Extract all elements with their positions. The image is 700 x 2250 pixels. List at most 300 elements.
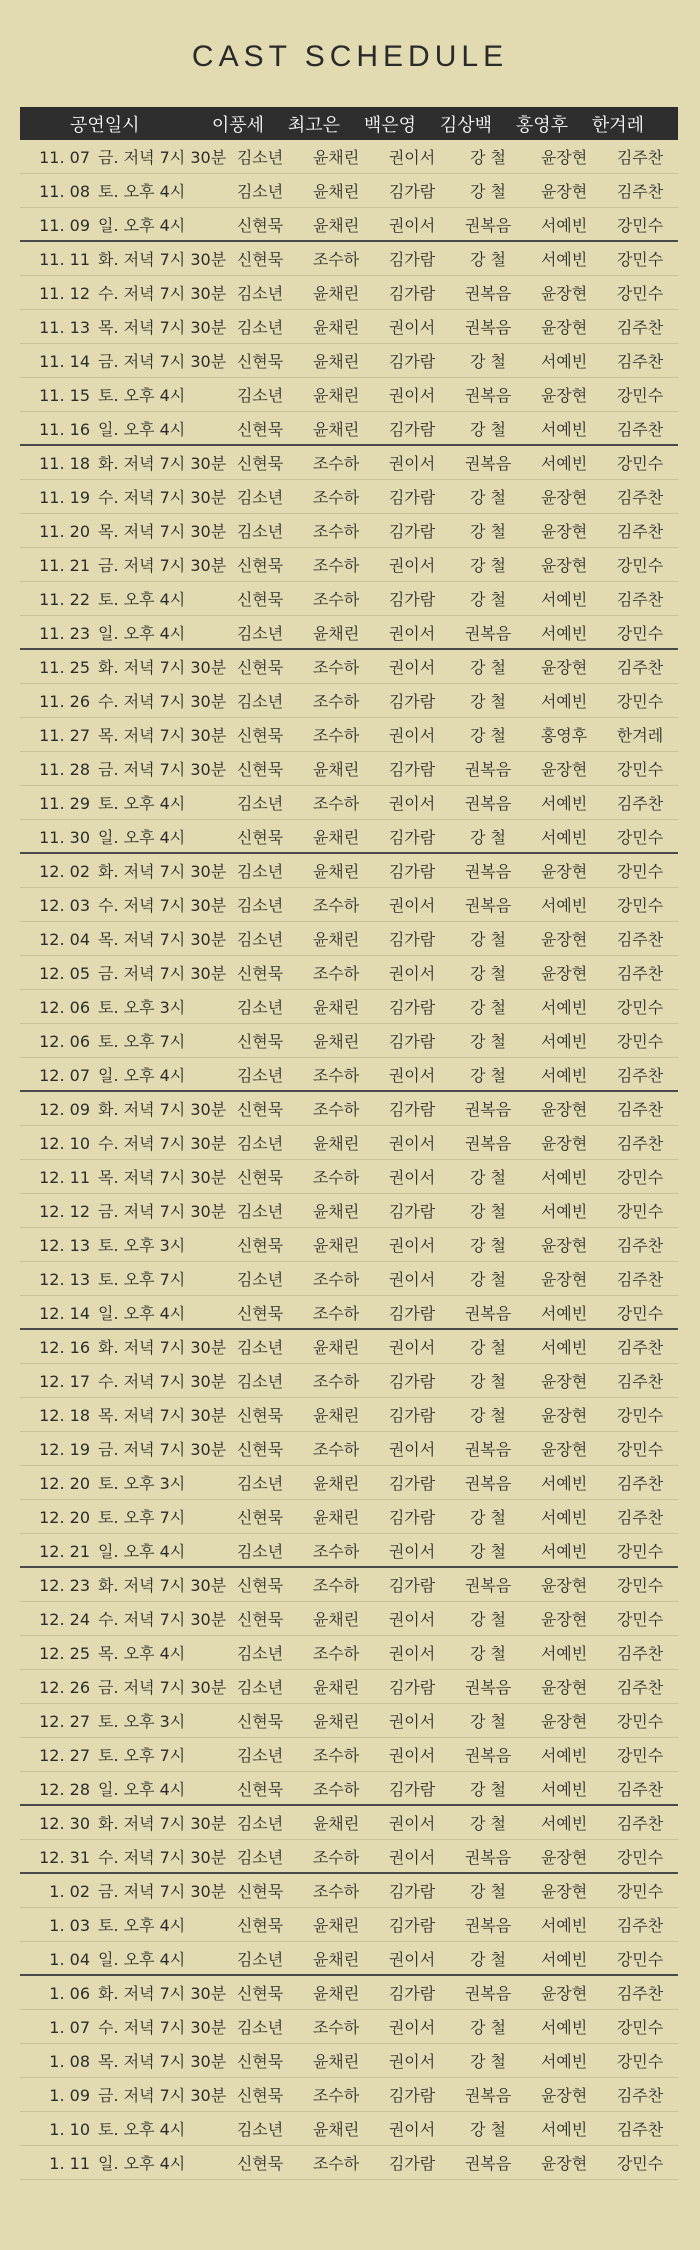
table-row: [20, 650, 678, 684]
row-datetime: [20, 1743, 222, 1766]
row-date: 11. 18: [39, 454, 90, 473]
row-date: 12. 12: [39, 1202, 90, 1221]
row-time: 일. 오후 4시: [98, 1949, 186, 1969]
row-time: 토. 오후 7시: [98, 1270, 186, 1289]
cast-cell: 강민수: [616, 1406, 664, 1425]
cast-cell: 강민수: [616, 623, 664, 643]
row-date: 12. 11: [39, 1168, 90, 1187]
header-col-4: 김상백: [439, 114, 493, 136]
row-time: 금. 저녁 7시 30분: [98, 556, 227, 575]
cast-cell: 김소년: [236, 1949, 284, 1969]
table-row: [20, 1466, 678, 1500]
cast-cell: 김가람: [388, 2086, 436, 2105]
table-row: [20, 1364, 678, 1398]
table-row: [20, 1976, 678, 2010]
row-time: 목. 저녁 7시 30분: [98, 522, 227, 541]
cast-cell: 윤채린: [312, 1474, 360, 1493]
cast-cell: 윤채린: [312, 284, 360, 303]
cast-cell: 조수하: [312, 1779, 360, 1799]
cast-cell: 권이서: [388, 1270, 436, 1289]
cast-cell: 김가람: [388, 760, 436, 779]
row-time: 목. 오후 4시: [98, 1644, 186, 1663]
row-date: 12. 25: [39, 1644, 90, 1663]
row-date: 11. 09: [39, 215, 90, 235]
cast-cell: 윤채린: [312, 1508, 360, 1527]
cast-cell: 신현묵: [236, 1508, 284, 1527]
cast-cell: 권이서: [388, 556, 436, 575]
cast-cell: 윤채린: [312, 1610, 360, 1629]
row-datetime: [20, 1471, 222, 1494]
table-row: [20, 1568, 678, 1602]
row-date: 12. 10: [39, 1134, 90, 1153]
cast-cell: 김소년: [236, 522, 284, 541]
row-date: 11. 21: [39, 556, 90, 575]
cast-cell: 윤채린: [312, 2120, 360, 2139]
table-row: [20, 310, 678, 344]
table-row: [20, 1024, 678, 1058]
cast-cell: 강민수: [616, 556, 664, 575]
cast-cell: 김소년: [236, 182, 284, 201]
row-time: 금. 저녁 7시 30분: [98, 1202, 227, 1221]
row-datetime: [20, 587, 222, 610]
cast-cell: 서예빈: [540, 1644, 588, 1663]
cast-cell: 서예빈: [540, 1541, 588, 1561]
row-date: 11. 28: [39, 760, 90, 779]
table-row: [20, 1840, 678, 1874]
cast-cell: 서예빈: [540, 827, 588, 847]
cast-cell: 조수하: [312, 1270, 360, 1289]
cast-cell: 김소년: [236, 896, 284, 915]
cast-cell: 권이서: [388, 1746, 436, 1765]
cast-cell: 김소년: [236, 794, 284, 813]
cast-cell: 권복음: [464, 1916, 512, 1935]
cast-cell: 김주찬: [616, 488, 664, 507]
table-row: [20, 582, 678, 616]
cast-cell: 김가람: [388, 419, 436, 439]
table-row: [20, 684, 678, 718]
cast-cell: 권복음: [464, 1746, 512, 1765]
row-date: 11. 11: [39, 250, 90, 269]
cast-cell: 윤채린: [312, 182, 360, 201]
row-date: 1. 07: [49, 2018, 90, 2037]
cast-cell: 김소년: [236, 1746, 284, 1765]
row-date: 12. 23: [39, 1576, 90, 1595]
table-row: [20, 2078, 678, 2112]
table-row: [20, 1602, 678, 1636]
row-datetime: [20, 213, 222, 236]
cast-cell: 윤채린: [312, 827, 360, 847]
cast-cell: 권이서: [388, 2120, 436, 2139]
row-time: 일. 오후 4시: [98, 623, 186, 643]
cast-cell: 조수하: [312, 2154, 360, 2173]
cast-cell: 서예빈: [540, 1032, 588, 1051]
row-date: 11. 25: [39, 658, 90, 677]
cast-cell: 김가람: [388, 1678, 436, 1697]
cast-cell: 강 철: [470, 148, 506, 167]
cast-cell: 조수하: [312, 1303, 360, 1323]
table-row: [20, 1126, 678, 1160]
row-datetime: [20, 655, 227, 678]
cast-cell: 권이서: [388, 215, 436, 235]
row-datetime: [20, 145, 227, 168]
row-time: 수. 저녁 7시 30분: [98, 1847, 227, 1867]
row-date: 12. 09: [39, 1100, 90, 1119]
row-datetime: [20, 1233, 222, 1256]
row-time: 목. 저녁 7시 30분: [98, 1406, 227, 1425]
cast-cell: 윤장현: [540, 556, 588, 575]
row-date: 12. 18: [39, 1406, 90, 1425]
cast-cell: 김가람: [388, 1882, 436, 1901]
cast-cell: 신현묵: [236, 2154, 284, 2173]
cast-cell: 윤장현: [540, 1882, 588, 1901]
cast-cell: 강민수: [616, 2154, 664, 2173]
row-date: 12. 24: [39, 1610, 90, 1629]
cast-cell: 윤채린: [312, 1984, 360, 2003]
cast-cell: 김주찬: [616, 352, 664, 371]
cast-cell: 강민수: [616, 2052, 664, 2071]
row-time: 목. 저녁 7시 30분: [98, 930, 227, 949]
cast-cell: 권복음: [464, 284, 512, 303]
cast-cell: 김가람: [388, 284, 436, 303]
cast-cell: 김소년: [236, 1814, 284, 1833]
row-datetime: [20, 1811, 227, 1834]
row-time: 일. 오후 4시: [98, 1541, 186, 1561]
cast-cell: 권이서: [388, 2052, 436, 2071]
row-datetime: [20, 1675, 227, 1698]
cast-cell: 윤채린: [312, 1202, 360, 1221]
cast-cell: 김주찬: [616, 522, 664, 541]
row-datetime: [20, 1369, 227, 1392]
cast-cell: 김주찬: [616, 794, 664, 813]
cast-cell: 권복음: [464, 386, 512, 405]
cast-cell: 서예빈: [540, 623, 588, 643]
cast-cell: 김가람: [388, 1474, 436, 1493]
cast-cell: 서예빈: [540, 1779, 588, 1799]
cast-cell: 윤장현: [540, 1236, 588, 1255]
row-time: 목. 저녁 7시 30분: [98, 2052, 227, 2071]
row-time: 토. 오후 4시: [98, 2120, 186, 2139]
cast-cell: 강민수: [616, 1882, 664, 1901]
cast-cell: 조수하: [312, 556, 360, 575]
cast-cell: 서예빈: [540, 1746, 588, 1765]
row-time: 금. 저녁 7시 30분: [98, 1678, 227, 1697]
cast-cell: 김소년: [236, 1065, 284, 1085]
table-row: [20, 1874, 678, 1908]
row-date: 12. 06: [39, 998, 90, 1017]
row-time: 화. 저녁 7시 30분: [98, 862, 227, 881]
cast-cell: 윤장현: [540, 1372, 588, 1391]
cast-cell: 조수하: [312, 1100, 360, 1119]
cast-cell: 권복음: [464, 1100, 512, 1119]
row-time: 일. 오후 4시: [98, 215, 186, 235]
row-datetime: [20, 247, 227, 270]
cast-cell: 윤채린: [312, 419, 360, 439]
row-date: 11. 13: [39, 318, 90, 337]
row-datetime: [20, 281, 227, 304]
cast-cell: 조수하: [312, 250, 360, 269]
cast-cell: 김주찬: [616, 1814, 664, 1833]
cast-cell: 윤장현: [540, 1270, 588, 1289]
cast-cell: 신현묵: [236, 827, 284, 847]
cast-cell: 윤장현: [540, 1984, 588, 2003]
cast-cell: 권이서: [388, 1440, 436, 1459]
cast-cell: 김가람: [388, 998, 436, 1017]
cast-cell: 권이서: [388, 1712, 436, 1731]
row-date: 12. 02: [39, 862, 90, 881]
cast-cell: 김가람: [388, 1202, 436, 1221]
table-row: [20, 2112, 678, 2146]
cast-cell: 강민수: [616, 284, 664, 303]
cast-cell: 권이서: [388, 726, 436, 745]
cast-cell: 강민수: [616, 1610, 664, 1629]
row-datetime: [20, 2151, 222, 2174]
row-time: 목. 저녁 7시 30분: [98, 318, 227, 337]
cast-cell: 조수하: [312, 1065, 360, 1085]
row-time: 일. 오후 4시: [98, 2154, 186, 2173]
cast-cell: 강 철: [470, 1814, 506, 1833]
row-date: 11. 08: [39, 182, 90, 201]
cast-cell: 신현묵: [236, 250, 284, 269]
table-row: [20, 854, 678, 888]
row-datetime: [20, 1403, 227, 1426]
row-time: 수. 저녁 7시 30분: [98, 1134, 227, 1153]
cast-cell: 강 철: [470, 930, 506, 949]
cast-cell: 권이서: [388, 1541, 436, 1561]
cast-cell: 신현묵: [236, 2052, 284, 2071]
header-date: 공연일시: [70, 114, 140, 136]
row-date: 12. 17: [39, 1372, 90, 1391]
row-datetime: [20, 349, 227, 372]
cast-cell: 윤장현: [540, 964, 588, 983]
cast-cell: 신현묵: [236, 658, 284, 677]
table-row: [20, 616, 678, 650]
cast-cell: 강 철: [470, 1168, 506, 1187]
cast-cell: 강민수: [616, 1847, 664, 1867]
cast-cell: 윤채린: [312, 1814, 360, 1833]
cast-cell: 서예빈: [540, 1338, 588, 1357]
cast-cell: 신현묵: [236, 1440, 284, 1459]
row-datetime: [20, 621, 222, 644]
row-date: 12. 20: [39, 1508, 90, 1527]
row-date: 12. 16: [39, 1338, 90, 1357]
cast-cell: 김주찬: [616, 1236, 664, 1255]
row-date: 11. 26: [39, 692, 90, 711]
cast-cell: 조수하: [312, 1440, 360, 1459]
cast-cell: 신현묵: [236, 1236, 284, 1255]
row-datetime: [20, 723, 227, 746]
cast-cell: 김가람: [388, 488, 436, 507]
row-date: 12. 06: [39, 1032, 90, 1051]
table-row: [20, 956, 678, 990]
row-time: 수. 저녁 7시 30분: [98, 284, 227, 303]
cast-cell: 강민수: [616, 1949, 664, 1969]
cast-cell: 김주찬: [616, 658, 664, 677]
cast-cell: 강민수: [616, 1576, 664, 1595]
cast-cell: 강 철: [470, 352, 506, 371]
cast-cell: 조수하: [312, 1168, 360, 1187]
row-date: 12. 14: [39, 1303, 90, 1323]
row-datetime: [20, 1131, 227, 1154]
cast-cell: 윤장현: [540, 1406, 588, 1425]
cast-cell: 윤장현: [540, 2086, 588, 2105]
cast-cell: 신현묵: [236, 760, 284, 779]
cast-cell: 강민수: [616, 692, 664, 711]
row-date: 11. 29: [39, 794, 90, 813]
cast-cell: 조수하: [312, 1644, 360, 1663]
cast-cell: 권복음: [464, 1678, 512, 1697]
cast-cell: 윤장현: [540, 1100, 588, 1119]
cast-cell: 김소년: [236, 318, 284, 337]
table-header: [20, 107, 678, 140]
row-time: 금. 저녁 7시 30분: [98, 148, 227, 167]
cast-cell: 강민수: [616, 1712, 664, 1731]
row-date: 11. 22: [39, 590, 90, 609]
cast-cell: 강민수: [616, 896, 664, 915]
row-datetime: [20, 961, 227, 984]
cast-cell: 강 철: [470, 1508, 506, 1527]
cast-cell: 권복음: [464, 794, 512, 813]
row-date: 12. 27: [39, 1712, 90, 1731]
cast-cell: 강 철: [470, 998, 506, 1017]
cast-cell: 강 철: [470, 590, 506, 609]
cast-cell: 서예빈: [540, 454, 588, 473]
schedule-table: [20, 107, 678, 2180]
cast-cell: 권이서: [388, 1610, 436, 1629]
cast-cell: 강 철: [470, 1236, 506, 1255]
row-time: 수. 저녁 7시 30분: [98, 1372, 227, 1391]
row-datetime: [20, 485, 227, 508]
row-date: 12. 31: [39, 1847, 90, 1867]
table-row: [20, 1636, 678, 1670]
cast-cell: 권복음: [464, 2154, 512, 2173]
cast-cell: 김가람: [388, 1984, 436, 2003]
cast-cell: 권복음: [464, 2086, 512, 2105]
cast-cell: 윤채린: [312, 148, 360, 167]
cast-cell: 서예빈: [540, 2052, 588, 2071]
row-date: 12. 28: [39, 1779, 90, 1799]
cast-cell: 강민수: [616, 215, 664, 235]
cast-cell: 서예빈: [540, 896, 588, 915]
row-date: 1. 02: [49, 1882, 90, 1901]
cast-cell: 김가람: [388, 2154, 436, 2173]
cast-cell: 조수하: [312, 2018, 360, 2037]
cast-cell: 윤채린: [312, 862, 360, 881]
cast-cell: 강 철: [470, 1372, 506, 1391]
cast-cell: 윤채린: [312, 1949, 360, 1969]
row-time: 일. 오후 4시: [98, 1065, 186, 1085]
table-row: [20, 1194, 678, 1228]
row-date: 1. 03: [49, 1916, 90, 1935]
cast-cell: 윤채린: [312, 1916, 360, 1935]
cast-cell: 윤장현: [540, 182, 588, 201]
row-time: 수. 저녁 7시 30분: [98, 692, 227, 711]
cast-cell: 조수하: [312, 590, 360, 609]
row-date: 11. 07: [39, 148, 90, 167]
row-datetime: [20, 1199, 227, 1222]
row-datetime: [20, 825, 222, 848]
table-row: [20, 242, 678, 276]
row-date: 11. 15: [39, 386, 90, 405]
table-row: [20, 548, 678, 582]
row-datetime: [20, 1539, 222, 1562]
cast-cell: 윤장현: [540, 1610, 588, 1629]
cast-cell: 김주찬: [616, 1065, 664, 1085]
cast-cell: 김주찬: [616, 1644, 664, 1663]
cast-cell: 강 철: [470, 2052, 506, 2071]
row-date: 11. 20: [39, 522, 90, 541]
cast-cell: 서예빈: [540, 1474, 588, 1493]
cast-cell: 김가람: [388, 930, 436, 949]
cast-cell: 권이서: [388, 1814, 436, 1833]
cast-cell: 윤장현: [540, 930, 588, 949]
row-datetime: [20, 1335, 227, 1358]
row-time: 토. 오후 4시: [98, 590, 186, 609]
cast-cell: 강 철: [470, 556, 506, 575]
row-date: 11. 30: [39, 827, 90, 847]
cast-cell: 김주찬: [616, 2120, 664, 2139]
cast-cell: 김주찬: [616, 1779, 664, 1799]
cast-cell: 윤채린: [312, 1236, 360, 1255]
cast-cell: 강민수: [616, 454, 664, 473]
table-row: [20, 1398, 678, 1432]
table-row: [20, 1942, 678, 1976]
table-row: [20, 174, 678, 208]
table-row: [20, 1432, 678, 1466]
table-row: [20, 1262, 678, 1296]
row-datetime: [20, 553, 227, 576]
row-datetime: [20, 1063, 222, 1086]
table-row: [20, 1908, 678, 1942]
row-time: 화. 저녁 7시 30분: [98, 1814, 227, 1833]
table-row: [20, 718, 678, 752]
row-time: 토. 오후 3시: [98, 998, 186, 1017]
cast-cell: 김소년: [236, 930, 284, 949]
cast-cell: 신현묵: [236, 454, 284, 473]
cast-cell: 강 철: [470, 2120, 506, 2139]
row-time: 수. 저녁 7시 30분: [98, 896, 227, 915]
cast-cell: 서예빈: [540, 1168, 588, 1187]
row-time: 화. 저녁 7시 30분: [98, 1338, 227, 1357]
cast-cell: 조수하: [312, 1847, 360, 1867]
cast-cell: 강민수: [616, 862, 664, 881]
row-time: 토. 오후 3시: [98, 1474, 186, 1493]
table-row: [20, 344, 678, 378]
row-time: 목. 저녁 7시 30분: [98, 1168, 227, 1187]
cast-cell: 강민수: [616, 2018, 664, 2037]
cast-cell: 강민수: [616, 760, 664, 779]
cast-cell: 권이서: [388, 1134, 436, 1153]
table-row: [20, 1806, 678, 1840]
cast-cell: 김가람: [388, 862, 436, 881]
cast-cell: 조수하: [312, 794, 360, 813]
table-row: [20, 1534, 678, 1568]
table-row: [20, 1704, 678, 1738]
row-date: 11. 12: [39, 284, 90, 303]
row-date: 1. 08: [49, 2052, 90, 2071]
cast-cell: 김가람: [388, 352, 436, 371]
row-datetime: [20, 1097, 227, 1120]
cast-cell: 강 철: [470, 658, 506, 677]
row-date: 12. 05: [39, 964, 90, 983]
cast-cell: 조수하: [312, 1372, 360, 1391]
cast-cell: 조수하: [312, 522, 360, 541]
cast-cell: 윤채린: [312, 1134, 360, 1153]
cast-cell: 김가람: [388, 692, 436, 711]
row-datetime: [20, 2117, 222, 2140]
cast-cell: 윤채린: [312, 1678, 360, 1697]
cast-cell: 권이서: [388, 896, 436, 915]
table-row: [20, 1160, 678, 1194]
